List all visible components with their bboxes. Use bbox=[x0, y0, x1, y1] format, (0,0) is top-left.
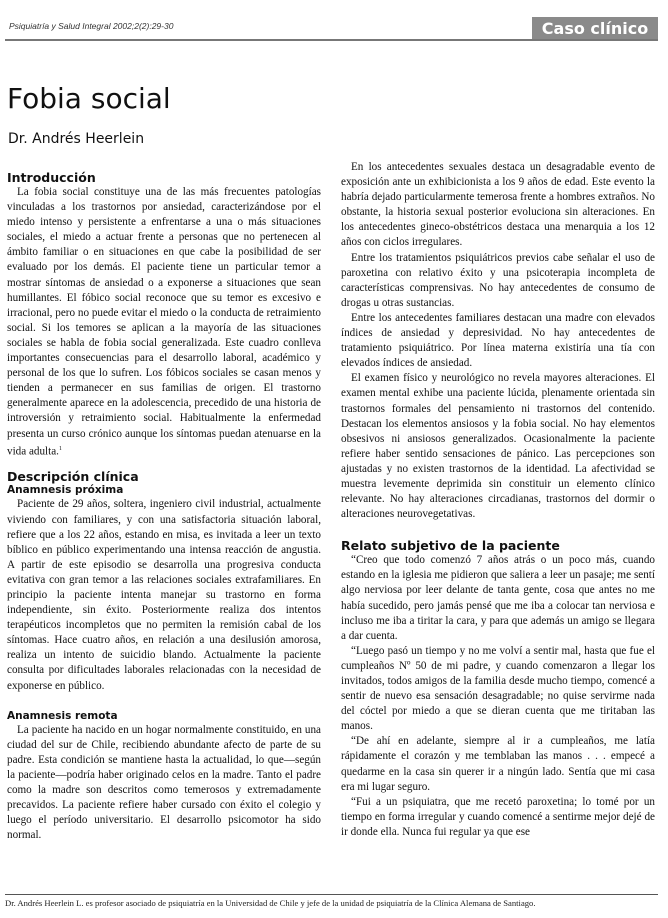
author-footnote: Dr. Andrés Heerlein L. es profesor asociado de psiquiatría en la Universidad de Chile y jefe de la unidad de psiquiatría de la Clínica Alemana de Santiago. bbox=[5, 898, 536, 908]
remota-heading: Anamnesis remota bbox=[7, 709, 118, 722]
footnote-rule bbox=[5, 894, 658, 895]
family-paragraph: Entre los antecedentes familiares destacan una madre con elevados índices de ansiedad y depresividad. No hay antecedentes de tratamiento psiquiátrico. Por línea materna existiría una tía con elevados índices de ansiedad. bbox=[341, 311, 655, 370]
proxima-heading: Anamnesis próxima bbox=[7, 484, 124, 497]
article-author: Dr. Andrés Heerlein bbox=[8, 131, 145, 147]
left-column bbox=[7, 170, 321, 843]
proxima-paragraph: Paciente de 29 años, soltera, ingeniero civil industrial, actualmente viviendo con familiares, y con una satisfactoria situación laboral, refiere que a los 22 años, estando en misa, es invitada a leer un texto bíblico en público experimentando una intensa reacción de angustia. A partir de este episodio se desarrolla una progresiva conducta evitativa con gran temor a las relaciones sociales extrafamiliares. En principio la paciente intenta manejar su trastorno en forma independiente, sin éxito. Posteriormente realiza dos intentos terapéuticos incompletos que no permiten la remisión cabal de los síntomas. Hace cuatro años, en relación a una desilusión amorosa, realiza un intento de suicidio blando. Actualmente la paciente consulta por dificultades laborales relacionadas con la necesidad de exponerse en público. bbox=[7, 498, 321, 692]
right-column bbox=[341, 160, 655, 840]
journal-reference: Psiquiatría y Salud Integral 2002;2(2):29-30 bbox=[9, 21, 174, 31]
remota-paragraph: La paciente ha nacido en un hogar normalmente constituido, en una ciudad del sur de Chile, recibiendo abundante afecto de parte de su padre. Esta condición se mantiene hasta la actualidad, lo que—según la paciente—podría haber originado celos en la madre. Tanto el padre como la madre son descritos como temerosos y extremadamente precavidos. La paciente refiere haber cursado con éxito el colegio y luego el período universitario. El desarrollo psicomotor ha sido normal. bbox=[7, 723, 321, 842]
intro-heading: Introducción bbox=[7, 170, 96, 185]
clinical-heading: Descripción clínica bbox=[7, 469, 139, 485]
page-header bbox=[5, 15, 658, 41]
article-title: Fobia social bbox=[7, 82, 171, 115]
spacer bbox=[7, 459, 321, 469]
relato-paragraph: “De ahí en adelante, siempre al ir a cumpleaños, me latía rápidamente el corazón y me temblaban las manos . . . empecé a quedarme en la casa sin querer ir a ningún lado. Sentía que mi casa era mi lugar seguro. bbox=[341, 735, 655, 793]
header-rule bbox=[5, 39, 658, 41]
relato-heading: Relato subjetivo de la paciente bbox=[341, 538, 560, 554]
sexual-history-paragraph: En los antecedentes sexuales destaca un desagradable evento de exposición ante un exhibicionista a los 9 años de edad. Este evento la habría dejado particularmente temerosa frente a hombres extraños. No obstante, la historia sexual posterior evoluciona sin alteraciones. En los antecedentes gineco-obstétricos destaca una menarquia a los 12 años con ciclos irregulares. bbox=[341, 161, 655, 249]
relato-paragraph: “Fui a un psiquiatra, que me recetó paroxetina; lo tomé por un tiempo en forma irregular y cuando comencé a sentirme mejor dejé de ir donde ella. Nunca fui regular ya que ese bbox=[341, 795, 655, 838]
footnote-marker: 1 bbox=[58, 445, 62, 452]
intro-text: La fobia social constituye una de las más frecuentes patologías vinculadas a los trastornos por ansiedad, caracterizándose por el miedo intenso y persistente a enfrentarse a una o más situaciones sociales, el miedo a actuar frente a personas que no pertenecen al ámbito familiar o en situaciones en que cabe la posibilidad de ser evaluado por los demás. El paciente tiene un particular temor a mostrar síntomas de ansiedad o a exponerse a situaciones que sean humillantes. El fóbico social reconoce que su temor es excesivo e irracional, pero no puede evitar el miedo o la conducta de retraimiento social. Si los temores se aplican a la mayoría de las situaciones sociales se habla de fobia social generalizada. Este cuadro conlleva importantes consecuencias para el desarrollo laboral, académico y personal de los que lo sufren. Los fóbicos sociales se casan menos y tienden a permanecer en sus familias de origen. El trastorno generalmente aparece en la adolescencia, precedido de una historia de introversión y retraimiento social. Habitualmente la enfermedad presenta un curso crónico aunque los síntomas puedan atenuarse en la vida adulta. bbox=[7, 186, 321, 458]
relato-paragraph: “Luego pasó un tiempo y no me volví a sentir mal, hasta que fue el cumpleaños Nº 50 de mi padre, y cuando comenzaron a llegar los invitados, todos amigos de la familia desde mucho tiempo, comencé a sentir de nuevo esa sensación desagradable; no quise servirme nada del cóctel por miedo a que se dieran cuenta que me tiritaban las manos. bbox=[341, 644, 655, 733]
section-badge: Caso clínico bbox=[532, 17, 658, 41]
intro-paragraph bbox=[7, 185, 321, 459]
spacer bbox=[341, 522, 655, 538]
relato-paragraph: “Creo que todo comenzó 7 años atrás o un poco más, cuando estando en la iglesia me pidieron que saliera a leer un pasaje; me sentí algo nerviosa por leer delante de tanta gente, cosa que antes no me había sucedido, pero jamás pensé que me iba a colocar tan nerviosa e incluso me iba a tiritar la cara, y para que además un amigo se llegara a dar cuenta. bbox=[341, 554, 655, 642]
treatment-paragraph: Entre los tratamientos psiquiátricos previos cabe señalar el uso de paroxetina con relativo éxito y una psicoterapia incompleta de características comprensivas. No hay antecedentes de consumo de drogas u otras sustancias. bbox=[341, 251, 655, 309]
exam-paragraph: El examen físico y neurológico no revela mayores alteraciones. El examen mental exhibe una paciente lúcida, plenamente orientada sin trastornos formales del pensamiento ni trastornos del contenido. Destacan los elementos ansiosos y la fobia social. No hay elementos obsesivos ni ansiosos generalizados. Ocasionalmente la paciente refiere haber sentido sensaciones de pánico. Las percepciones son ajustadas y no existen trastornos de la identidad. La afectividad se muestra levemente deprimida sin constituir un elemento clínico relevante. No hay alteraciones circadianas, trastornos del dormir o alteraciones neurovegetativas. bbox=[341, 372, 655, 521]
spacer bbox=[7, 694, 321, 710]
